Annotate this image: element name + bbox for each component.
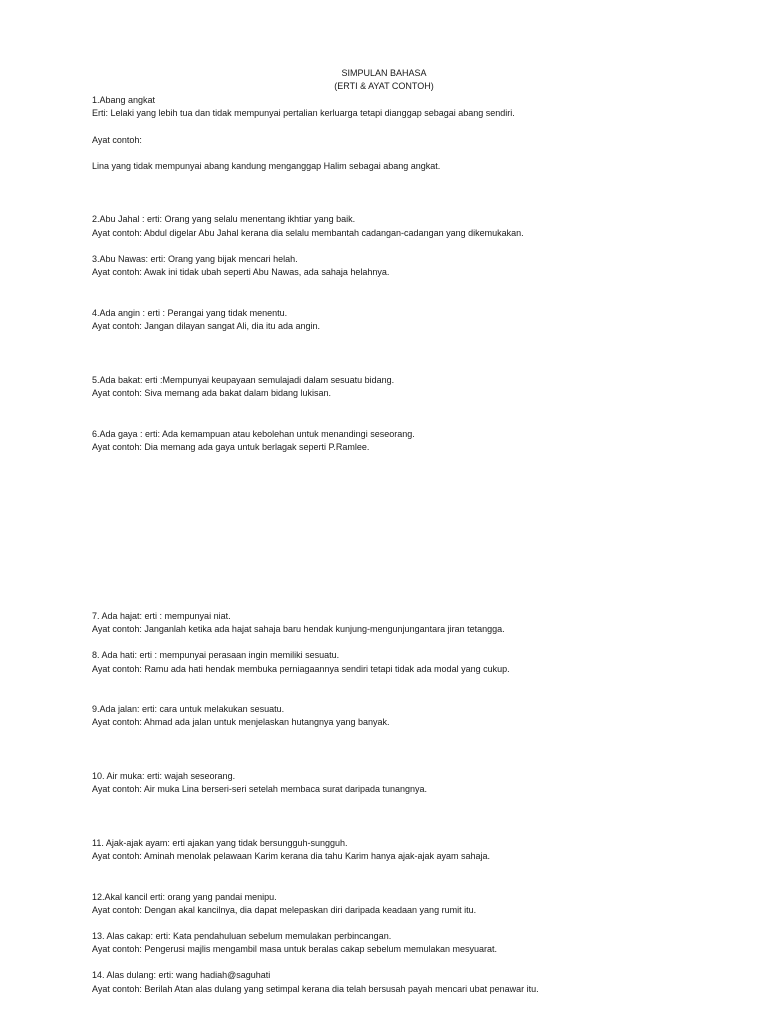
- entry-heading: 14. Alas dulang: erti: wang hadiah@saguhati: [92, 970, 271, 980]
- entry-example: Ayat contoh: Abdul digelar Abu Jahal kerana dia selalu membantah cadangan-cadangan yang dikemukakan.: [92, 228, 524, 238]
- entry-example: Ayat contoh: Dia memang ada gaya untuk berlagak seperti P.Ramlee.: [92, 442, 370, 452]
- entry-heading: 1.Abang angkat: [92, 95, 156, 105]
- document-subtitle: (ERTI & AYAT CONTOH): [334, 81, 434, 91]
- entry-heading: 3.Abu Nawas: erti: Orang yang bijak mencari helah.: [92, 254, 298, 264]
- entry-heading: 12.Akal kancil erti: orang yang pandai menipu.: [92, 892, 277, 902]
- entry-heading: 9.Ada jalan: erti: cara untuk melakukan sesuatu.: [92, 704, 285, 714]
- entry-heading: 11. Ajak-ajak ayam: erti ajakan yang tidak bersungguh-sungguh.: [92, 838, 348, 848]
- document-title: SIMPULAN BAHASA: [341, 68, 427, 78]
- entry-example: Ayat contoh: Jangan dilayan sangat Ali, dia itu ada angin.: [92, 321, 321, 331]
- entry-example: Ayat contoh: Berilah Atan alas dulang yang setimpal kerana dia telah bersusah payah mencari ubat penawar itu.: [92, 984, 539, 994]
- entry-meaning: Erti: Lelaki yang lebih tua dan tidak mempunyai pertalian kerluarga tetapi dianggap sebagai abang sendiri.: [92, 108, 515, 118]
- entry-example: Ayat contoh: Aminah menolak pelawaan Karim kerana dia tahu Karim hanya ajak-ajak ayam sahaja.: [92, 851, 491, 861]
- entry-heading: 13. Alas cakap: erti: Kata pendahuluan sebelum memulakan perbincangan.: [92, 931, 392, 941]
- entry-example-label: Ayat contoh:: [92, 135, 142, 145]
- entry-heading: 6.Ada gaya : erti: Ada kemampuan atau kebolehan untuk menandingi seseorang.: [92, 429, 415, 439]
- entry-example: Ayat contoh: Janganlah ketika ada hajat sahaja baru hendak kunjung-mengunjungantara jiran tetangga.: [92, 624, 505, 634]
- entry-heading: 4.Ada angin : erti : Perangai yang tidak menentu.: [92, 308, 288, 318]
- entry-heading: 2.Abu Jahal : erti: Orang yang selalu menentang ikhtiar yang baik.: [92, 214, 356, 224]
- entry-example: Ayat contoh: Ramu ada hati hendak membuka perniagaannya sendiri tetapi tidak ada modal yang cukup.: [92, 664, 510, 674]
- entry-heading: 5.Ada bakat: erti :Mempunyai keupayaan semulajadi dalam sesuatu bidang.: [92, 375, 395, 385]
- entry-example: Ayat contoh: Dengan akal kancilnya, dia dapat melepaskan diri daripada keadaan yang rumit itu.: [92, 905, 477, 915]
- entry-heading: 7. Ada hajat: erti : mempunyai niat.: [92, 611, 231, 621]
- entry-example: Ayat contoh: Air muka Lina berseri-seri setelah membaca surat daripada tunangnya.: [92, 784, 428, 794]
- entry-example: Ayat contoh: Siva memang ada bakat dalam bidang lukisan.: [92, 388, 331, 398]
- entry-heading: 10. Air muka: erti: wajah seseorang.: [92, 771, 236, 781]
- entry-heading: 8. Ada hati: erti : mempunyai perasaan ingin memiliki sesuatu.: [92, 650, 340, 660]
- entry-example: Ayat contoh: Awak ini tidak ubah seperti Abu Nawas, ada sahaja helahnya.: [92, 267, 390, 277]
- entry-example: Ayat contoh: Pengerusi majlis mengambil masa untuk beralas cakap sebelum memulakan mesyuarat.: [92, 944, 498, 954]
- entry-example: Lina yang tidak mempunyai abang kandung menganggap Halim sebagai abang angkat.: [92, 161, 441, 171]
- entry-example: Ayat contoh: Ahmad ada jalan untuk menjelaskan hutangnya yang banyak.: [92, 717, 390, 727]
